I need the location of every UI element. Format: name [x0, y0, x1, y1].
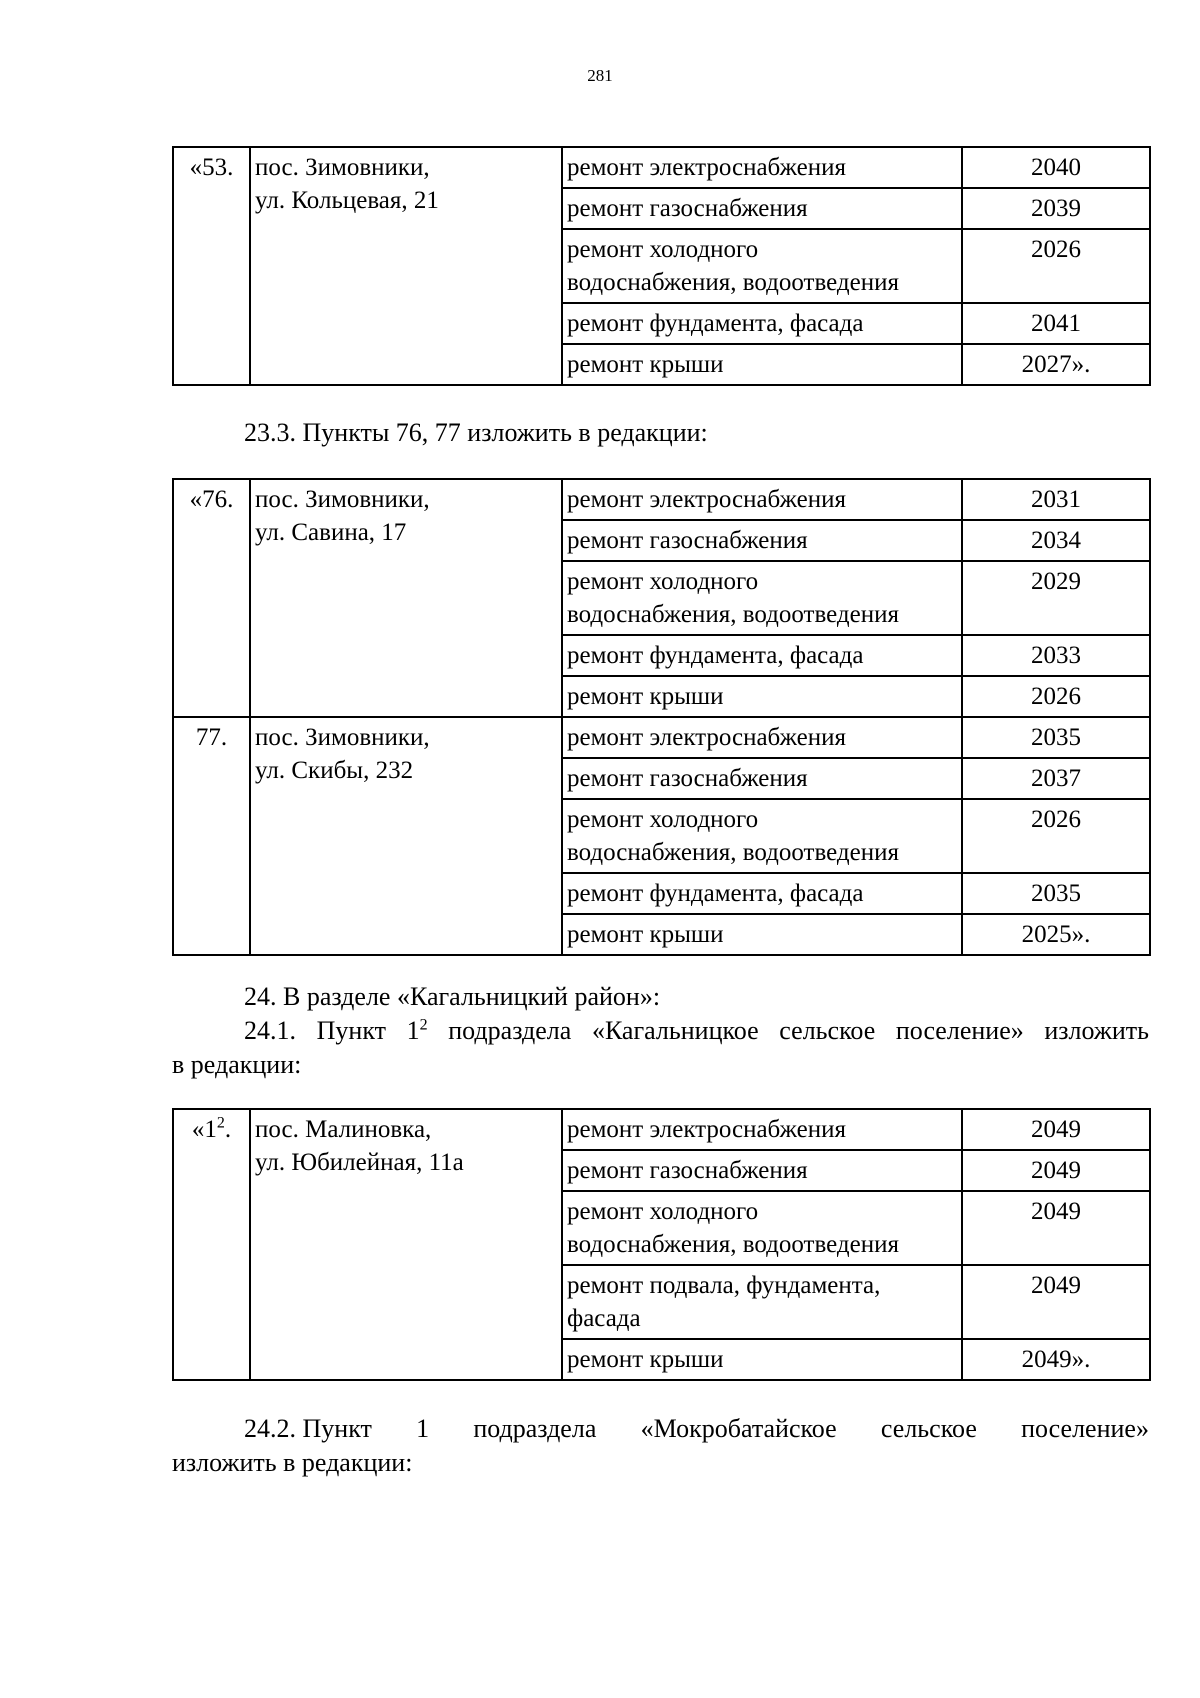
year-value: 2031: [1031, 486, 1081, 513]
paragraph-23-3: 23.3. Пункты 76, 77 изложить в редакции:: [244, 418, 708, 447]
work-type: ремонт газоснабжения: [567, 1157, 808, 1184]
address-settlement: пос. Зимовники,: [255, 724, 430, 751]
item-number: «76.: [189, 486, 234, 513]
item-number-superscript: 2: [216, 1114, 225, 1132]
work-type-continued: водоснабжения, водоотведения: [567, 839, 899, 866]
work-type: ремонт холодного: [567, 806, 759, 833]
year-cell: [962, 1265, 1150, 1339]
year-value: 2049: [1031, 1198, 1081, 1225]
address-street: ул. Савина, 17: [255, 519, 407, 546]
repair-table-1: [172, 146, 1151, 386]
year-value: 2049: [1031, 1116, 1081, 1143]
paragraph-word: [407, 1014, 428, 1048]
work-type: ремонт газоснабжения: [567, 195, 808, 222]
work-type-cell: [562, 635, 962, 676]
year-cell: [962, 1150, 1150, 1191]
address-settlement: пос. Зимовники,: [255, 486, 430, 513]
year-cell: [962, 1191, 1150, 1265]
year-cell: [962, 561, 1150, 635]
paragraph-word: сельское: [880, 1414, 977, 1443]
paragraph-word: подраздела: [473, 1414, 597, 1443]
table-row: [173, 479, 1150, 520]
year-cell: [962, 635, 1150, 676]
year-value: 2049».: [1021, 1346, 1091, 1373]
work-type: ремонт подвала, фундамента,: [567, 1272, 881, 1299]
work-type-continued: водоснабжения, водоотведения: [567, 1231, 899, 1258]
year-value: 2035: [1031, 724, 1081, 751]
work-type: ремонт электроснабжения: [567, 154, 846, 181]
paragraph-word: 24.2. Пункт: [244, 1414, 372, 1443]
year-value: 2026: [1031, 806, 1081, 833]
table-row: [173, 1109, 1150, 1150]
item-number-cell: [173, 1109, 250, 1380]
year-cell: [962, 1339, 1150, 1380]
year-value: 2049: [1031, 1157, 1081, 1184]
paragraph-line: [172, 1412, 1149, 1446]
work-type: ремонт фундамента, фасада: [567, 880, 864, 907]
year-cell: [962, 914, 1150, 955]
year-cell: [962, 344, 1150, 385]
year-cell: [962, 303, 1150, 344]
page-number: 281: [587, 66, 613, 85]
paragraph-word: Пункт: [316, 1016, 386, 1045]
paragraph-word: изложить: [1044, 1016, 1149, 1045]
paragraph-word: «Кагальницкое: [591, 1016, 759, 1045]
address-settlement: пос. Зимовники,: [255, 154, 430, 181]
paragraph-superscript: 2: [419, 1016, 428, 1034]
item-number: «1: [191, 1116, 217, 1143]
work-type-cell: [562, 1109, 962, 1150]
year-value: 2025».: [1021, 921, 1091, 948]
work-type: ремонт электроснабжения: [567, 1116, 846, 1143]
address-settlement: пос. Малиновка,: [255, 1116, 432, 1143]
address-street: ул. Кольцевая, 21: [255, 187, 439, 214]
year-cell: [962, 799, 1150, 873]
work-type-continued: водоснабжения, водоотведения: [567, 269, 899, 296]
item-number-cell: [173, 147, 250, 385]
year-value: 2026: [1031, 236, 1081, 263]
paragraph-word: поселение»: [1021, 1414, 1149, 1443]
paragraph-word: «Мокробатайское: [640, 1414, 837, 1443]
year-value: 2034: [1031, 527, 1081, 554]
paragraph-word: сельское: [779, 1016, 876, 1045]
work-type: ремонт крыши: [567, 351, 724, 378]
year-value: 2041: [1031, 310, 1081, 337]
work-type-cell: [562, 520, 962, 561]
work-type-cell: [562, 303, 962, 344]
repair-table-2: [172, 478, 1151, 956]
table-row: [173, 147, 1150, 188]
work-type-cell: [562, 799, 962, 873]
paragraph-line: [172, 1014, 1149, 1048]
year-value: 2037: [1031, 765, 1081, 792]
year-value: 2026: [1031, 683, 1081, 710]
work-type: ремонт электроснабжения: [567, 486, 846, 513]
year-cell: [962, 520, 1150, 561]
work-type: ремонт электроснабжения: [567, 724, 846, 751]
item-number-cell: [173, 479, 250, 717]
address-cell: [250, 1109, 562, 1380]
work-type-continued: водоснабжения, водоотведения: [567, 601, 899, 628]
work-type-cell: [562, 479, 962, 520]
work-type-cell: [562, 561, 962, 635]
year-value: 2033: [1031, 642, 1081, 669]
address-street: ул. Юбилейная, 11а: [255, 1149, 464, 1176]
work-type-cell: [562, 147, 962, 188]
item-number: «53.: [189, 154, 234, 181]
year-cell: [962, 188, 1150, 229]
paragraph-word: 24.1.: [244, 1016, 296, 1045]
year-cell: [962, 1109, 1150, 1150]
work-type: ремонт холодного: [567, 1198, 759, 1225]
work-type-cell: [562, 1265, 962, 1339]
work-type: ремонт холодного: [567, 568, 759, 595]
year-value: 2040: [1031, 154, 1081, 181]
year-cell: [962, 229, 1150, 303]
work-type-continued: фасада: [567, 1305, 641, 1332]
work-type: ремонт крыши: [567, 921, 724, 948]
work-type-cell: [562, 1339, 962, 1380]
work-type-cell: [562, 1191, 962, 1265]
work-type-cell: [562, 676, 962, 717]
paragraph-24-1: [172, 1014, 1149, 1082]
year-value: 2039: [1031, 195, 1081, 222]
work-type: ремонт крыши: [567, 1346, 724, 1373]
work-type-cell: [562, 344, 962, 385]
paragraph-word: 1: [416, 1414, 430, 1443]
work-type: ремонт крыши: [567, 683, 724, 710]
year-value: 2035: [1031, 880, 1081, 907]
work-type-cell: [562, 873, 962, 914]
work-type-cell: [562, 717, 962, 758]
work-type-cell: [562, 914, 962, 955]
work-type: ремонт фундамента, фасада: [567, 642, 864, 669]
table-row: [173, 717, 1150, 758]
year-cell: [962, 873, 1150, 914]
work-type: ремонт фундамента, фасада: [567, 310, 864, 337]
paragraph-24: 24. В разделе «Кагальницкий район»:: [244, 982, 661, 1011]
item-number-cell: [173, 717, 250, 955]
paragraph-word: поселение»: [895, 1016, 1024, 1045]
address-cell: [250, 147, 562, 385]
work-type: ремонт газоснабжения: [567, 765, 808, 792]
work-type: ремонт газоснабжения: [567, 527, 808, 554]
paragraph-line: изложить в редакции:: [172, 1448, 413, 1477]
year-value: 2027».: [1021, 351, 1091, 378]
work-type-cell: [562, 229, 962, 303]
year-value: 2049: [1031, 1272, 1081, 1299]
item-number-tail: .: [224, 1116, 232, 1143]
year-value: 2029: [1031, 568, 1081, 595]
year-cell: [962, 147, 1150, 188]
year-cell: [962, 758, 1150, 799]
paragraph-line: в редакции:: [172, 1050, 302, 1079]
work-type-cell: [562, 188, 962, 229]
repair-table-3: [172, 1108, 1151, 1381]
item-number: 77.: [195, 724, 228, 751]
year-cell: [962, 676, 1150, 717]
work-type: ремонт холодного: [567, 236, 759, 263]
paragraph-word: подраздела: [448, 1016, 572, 1045]
address-street: ул. Скибы, 232: [255, 757, 414, 784]
paragraph-word-base: 1: [406, 1016, 420, 1045]
work-type-cell: [562, 758, 962, 799]
work-type-cell: [562, 1150, 962, 1191]
table-body: [173, 147, 1150, 385]
table-body: [173, 1109, 1150, 1380]
paragraph-24-2: [172, 1412, 1149, 1480]
address-cell: [250, 479, 562, 717]
year-cell: [962, 479, 1150, 520]
year-cell: [962, 717, 1150, 758]
table-body: [173, 479, 1150, 955]
address-cell: [250, 717, 562, 955]
